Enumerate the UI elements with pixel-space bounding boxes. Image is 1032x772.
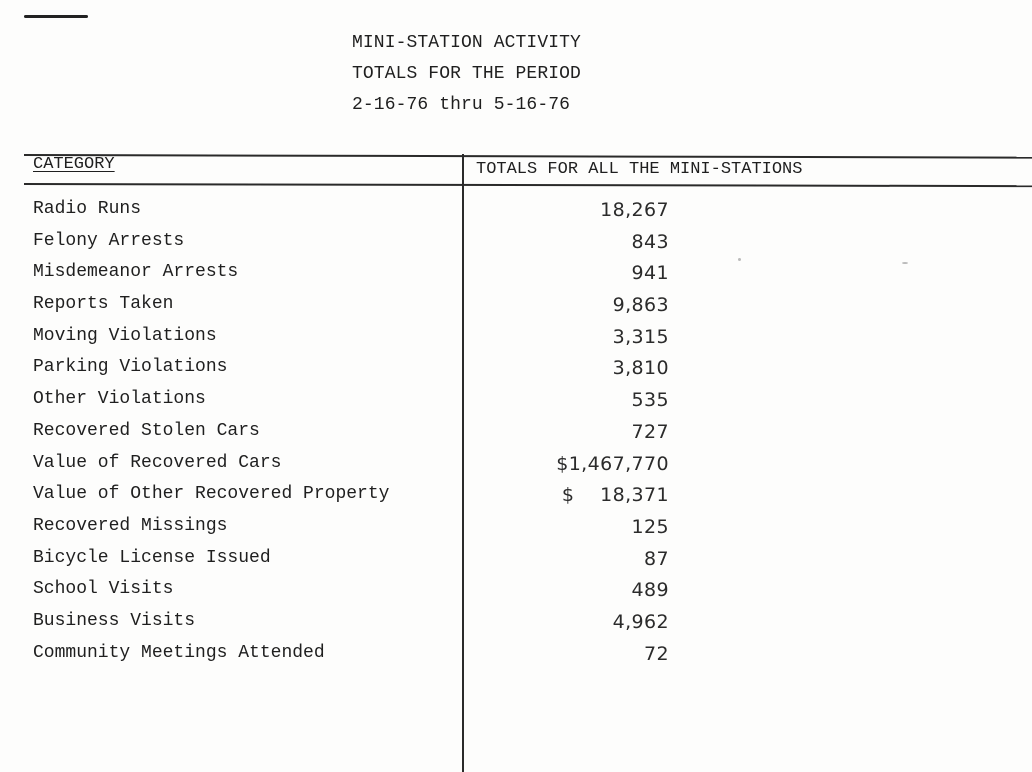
total-cell: 489 [631, 579, 669, 602]
total-cell: 4,962 [612, 610, 669, 633]
category-cell: Radio Runs [33, 199, 142, 219]
subtitle-line: TOTALS FOR THE PERIOD [352, 64, 581, 84]
title-line: MINI-STATION ACTIVITY [352, 33, 581, 53]
table-row [33, 385, 693, 417]
table-row [33, 480, 693, 512]
table-row [33, 258, 693, 290]
total-cell: 87 [644, 547, 669, 570]
total-cell: $ 18,371 [561, 484, 669, 507]
table-row [33, 353, 693, 385]
total-cell: 18,267 [600, 199, 669, 221]
total-cell: 941 [631, 262, 669, 285]
total-cell: 727 [631, 420, 669, 443]
table-row [33, 575, 693, 607]
period-line: 2-16-76 thru 5-16-76 [352, 95, 571, 115]
table-row [33, 227, 693, 259]
scan-speck [738, 258, 741, 261]
category-cell: Value of Other Recovered Property [33, 484, 390, 505]
total-cell: 125 [631, 515, 669, 538]
table-row [33, 449, 693, 481]
category-cell: Parking Violations [33, 357, 228, 378]
total-cell: 3,810 [612, 357, 669, 380]
category-cell: School Visits [33, 579, 174, 600]
total-cell: 3,315 [612, 325, 669, 348]
category-cell: Moving Violations [33, 325, 217, 346]
table-row [33, 417, 693, 449]
table-header-rule [24, 183, 1032, 187]
category-cell: Bicycle License Issued [33, 547, 271, 568]
total-cell: 72 [644, 642, 669, 665]
category-cell: Other Violations [33, 389, 206, 410]
header-totals: TOTALS FOR ALL THE MINI-STATIONS [476, 160, 803, 179]
category-cell: Reports Taken [33, 294, 174, 315]
document-title [352, 28, 581, 121]
category-cell: Felony Arrests [33, 230, 185, 251]
table-row [33, 290, 693, 322]
category-cell: Community Meetings Attended [33, 642, 325, 663]
total-cell: 843 [631, 230, 669, 253]
category-cell: Misdemeanor Arrests [33, 262, 239, 283]
table-row [33, 322, 693, 354]
category-cell: Recovered Stolen Cars [33, 420, 260, 441]
category-cell: Business Visits [33, 610, 196, 631]
header-category: CATEGORY [33, 155, 115, 174]
category-cell: Value of Recovered Cars [33, 452, 282, 473]
total-cell: 9,863 [612, 294, 669, 317]
total-cell: 535 [631, 389, 669, 412]
table-row [33, 607, 693, 639]
scan-speck [902, 262, 908, 264]
table-row [33, 195, 693, 227]
total-cell: $1,467,770 [556, 452, 669, 475]
table-row [33, 544, 693, 576]
activity-table-body [33, 195, 693, 670]
category-cell: Recovered Missings [33, 515, 228, 536]
table-row [33, 639, 693, 671]
table-row [33, 512, 693, 544]
table-top-rule [24, 154, 1032, 158]
corner-mark [24, 15, 88, 18]
